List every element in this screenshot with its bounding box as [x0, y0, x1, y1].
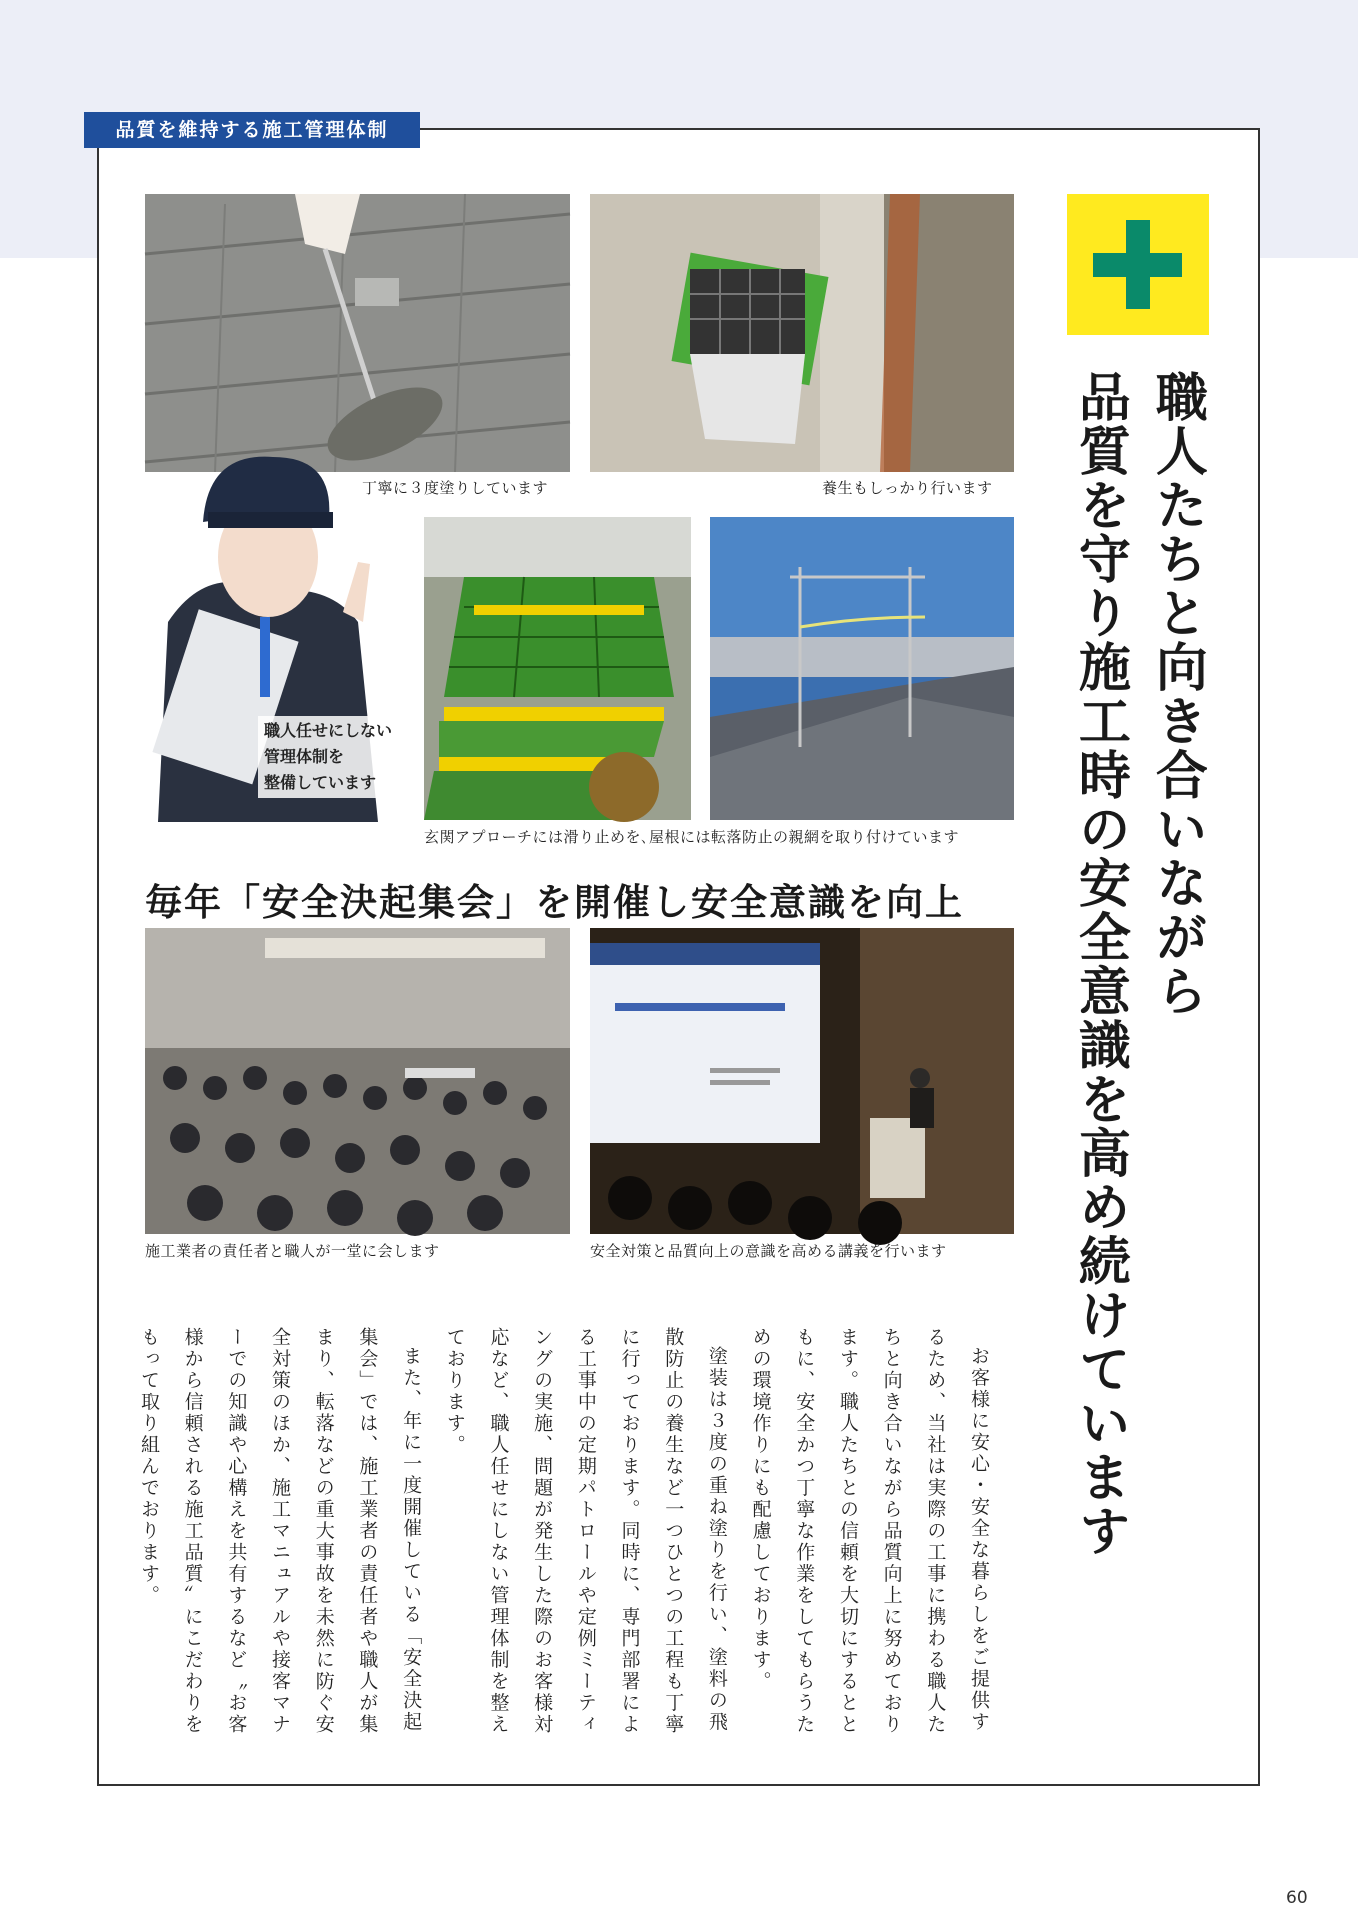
photo-meeting-hall: [145, 928, 570, 1234]
caption-safety-measures: 玄関アプローチには滑り止めを､屋根には転落防止の親網を取り付けています: [424, 828, 960, 846]
body-paragraph-1: お客様に安心・安全な暮らしをご提供するため、当社は実際の工事に携わる職人たちと向き合いながら品質向上に努めております。職人たちとの信頼を大切にするとともに、安全かつ丁寧な作業をしてもらうための環境作りにも配慮しております。: [749, 1327, 990, 1736]
speech-line-3: 整備しています: [264, 773, 377, 792]
section-tag: 品質を維持する施工管理体制: [84, 112, 420, 148]
speech-line-2: 管理体制を: [264, 747, 345, 766]
headline-line-1: 職人たちと向き合いながら: [1146, 370, 1207, 1018]
photo-lecture: [590, 928, 1014, 1234]
photo-roof-painting: [145, 194, 570, 472]
body-text: [137, 1327, 1000, 1747]
headline-line-2: 品質を守り施工時の安全意識を高め続けています: [1069, 370, 1130, 1558]
speech-line-1: 職人任せにしない: [264, 721, 393, 740]
body-paragraph-3: また、年に一度開催している「安全決起集会」では、施工業者の責任者や職人が集まり、転落などの重大事故を未然に防ぐ安全対策のほか、施工マニュアルや接客マナーでの知識や心構えを共有するなど〝お客様から信頼される施工品質〟にこだわりをもって取り組んでおります。: [137, 1327, 423, 1736]
section-subheading: 毎年「安全決起集会」を開催し安全意識を向上: [145, 881, 964, 924]
caption-protection: 養生もしっかり行います: [822, 479, 993, 497]
photo-entrance-steps: [424, 517, 691, 820]
photo-protection: [590, 194, 1014, 472]
plus-icon-bar: [1093, 253, 1182, 277]
plus-icon-box: [1067, 194, 1209, 335]
photo-roof-net: [710, 517, 1014, 820]
page-number: 60: [1286, 1888, 1308, 1908]
caption-meeting-hall: 施工業者の責任者と職人が一堂に会します: [145, 1242, 440, 1260]
caption-roof-painting: 丁寧に３度塗りしています: [362, 479, 549, 497]
body-paragraph-2: 塗装は３度の重ね塗りを行い、塗料の飛散防止の養生など一つひとつの工程も丁寧に行っております。同時に、専門部署による工事中の定期パトロールや定例ミーティングの実施、問題が発生した際のお客様対応など、職人任せにしない管理体制を整えております。: [443, 1327, 728, 1736]
caption-lecture: 安全対策と品質向上の意識を高める講義を行います: [590, 1242, 947, 1260]
speech-caption: [258, 716, 398, 798]
